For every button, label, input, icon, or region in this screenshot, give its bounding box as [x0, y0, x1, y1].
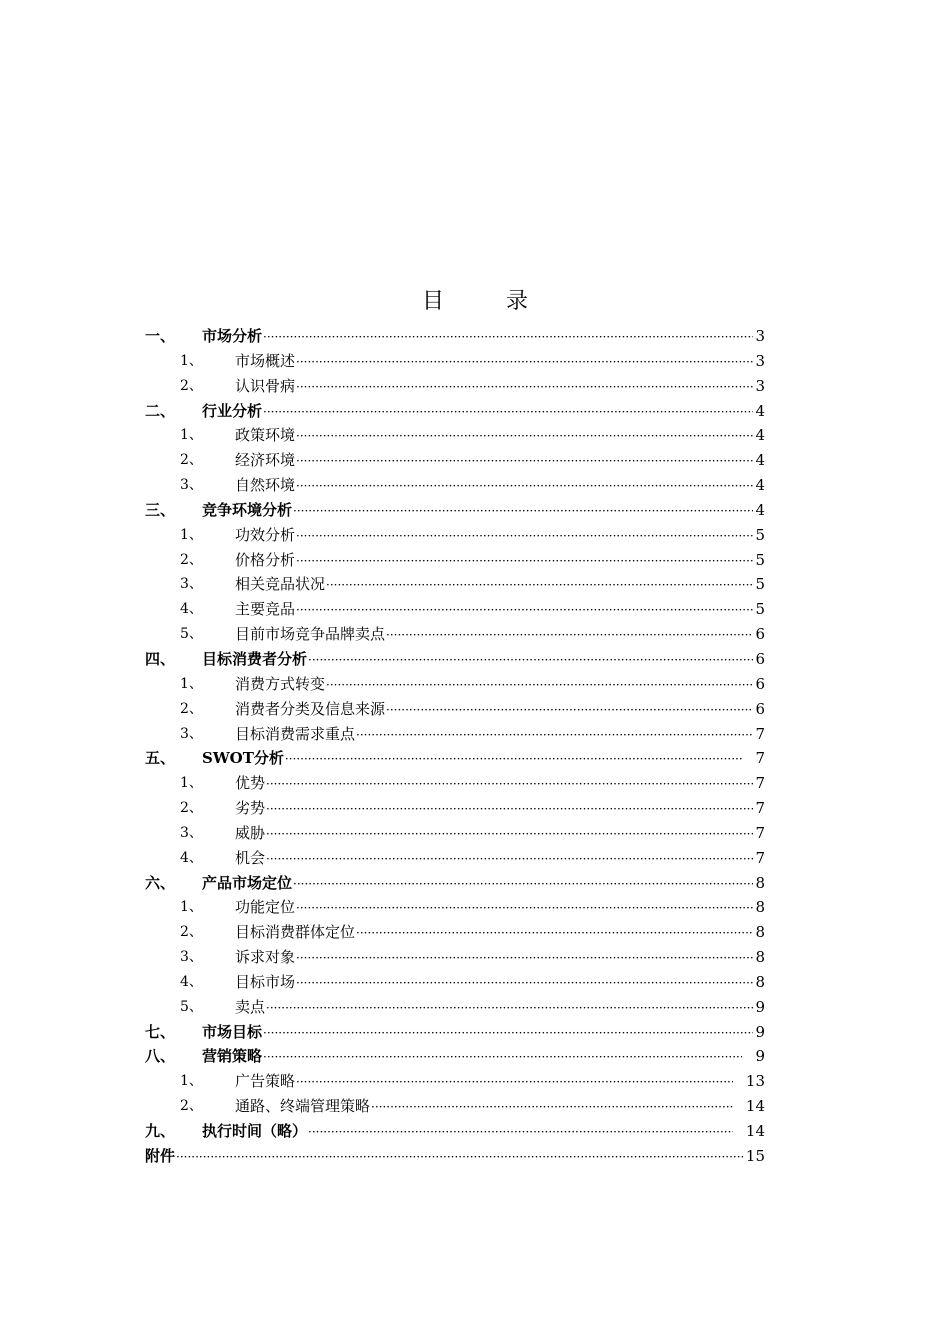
toc-page-number: 13 [745, 1072, 765, 1091]
dot-leader [326, 672, 753, 697]
toc-entry-number: 2、 [180, 1098, 203, 1115]
toc-entry-label: 相关竞品状况 [235, 575, 326, 594]
toc-page-number: 7 [755, 823, 765, 842]
toc-entry-label: 自然环境 [235, 476, 296, 495]
toc-subsection-entry[interactable] [145, 970, 765, 995]
toc-entry-number: 五、 [145, 749, 176, 768]
toc-entry-label: 行业分析 [202, 401, 263, 420]
toc-entry-label: 竞争环境分析 [202, 500, 293, 519]
toc-entry-number: 1、 [180, 1073, 203, 1090]
toc-page-number: 5 [755, 550, 765, 569]
toc-entry-number: 5、 [180, 626, 203, 643]
toc-section-entry[interactable] [145, 1119, 765, 1144]
toc-entry-label: 功能定位 [235, 898, 296, 917]
toc-section-entry[interactable] [145, 746, 765, 771]
toc-subsection-entry[interactable] [145, 821, 765, 846]
toc-page-number: 9 [755, 997, 765, 1016]
toc-subsection-entry[interactable] [145, 920, 765, 945]
dot-leader [296, 970, 753, 995]
toc-entry-number: 三、 [145, 500, 176, 519]
dot-leader [386, 697, 753, 722]
toc-page-number: 7 [755, 848, 765, 867]
dot-leader [308, 1119, 733, 1144]
toc-entry-number: 3、 [180, 477, 203, 494]
toc-page-number: 4 [755, 500, 765, 519]
toc-entry-label: 目标消费者分析 [202, 649, 308, 668]
toc-entry-label: 主要竞品 [235, 600, 296, 619]
dot-leader [296, 349, 753, 374]
toc-entry-label: SWOT分析 [202, 749, 284, 768]
dot-leader [296, 895, 753, 920]
dot-leader [296, 448, 753, 473]
toc-subsection-entry[interactable] [145, 572, 765, 597]
dot-leader [296, 945, 753, 970]
toc-subsection-entry[interactable] [145, 548, 765, 573]
toc-section-entry[interactable] [145, 498, 765, 523]
dot-leader [263, 324, 753, 349]
toc-page-number: 6 [755, 625, 765, 644]
toc-entry-number: 1、 [180, 427, 203, 444]
toc-entry-number: 2、 [180, 700, 203, 717]
toc-entry-label: 劣势 [235, 799, 266, 818]
dot-leader [296, 597, 753, 622]
toc-entry-label: 营销策略 [202, 1047, 263, 1066]
dot-leader [176, 1144, 744, 1169]
toc-page-number: 7 [755, 799, 765, 818]
dot-leader [296, 1069, 733, 1094]
toc-entry-label: 认识骨病 [235, 376, 296, 395]
dot-leader [356, 920, 753, 945]
toc-entry-label: 诉求对象 [235, 948, 296, 967]
toc-subsection-entry[interactable] [145, 995, 765, 1020]
toc-entry-label: 市场分析 [202, 327, 263, 345]
toc-subsection-entry[interactable] [145, 622, 765, 647]
toc-page-number: 7 [755, 724, 765, 743]
toc-page-number: 6 [755, 649, 765, 668]
toc-page-number: 8 [755, 972, 765, 991]
toc-entry-label: 优势 [235, 774, 266, 793]
toc-entry-number: 5、 [180, 998, 203, 1015]
toc-entry-label: 目标消费群体定位 [235, 923, 356, 942]
toc-entry-number: 2、 [180, 377, 203, 394]
toc-subsection-entry[interactable] [145, 672, 765, 697]
dot-leader [266, 846, 753, 871]
toc-entry-number: 1、 [180, 526, 203, 543]
toc-page-number: 5 [755, 525, 765, 544]
toc-entry-number: 2、 [180, 924, 203, 941]
toc-entry-number: 3、 [180, 949, 203, 966]
dot-leader [266, 995, 753, 1020]
toc-section-entry[interactable] [145, 399, 765, 424]
toc-entry-label: 政策环境 [235, 426, 296, 445]
toc-entry-number: 八、 [145, 1047, 176, 1066]
toc-page-number: 5 [755, 575, 765, 594]
toc-page-number: 4 [755, 476, 765, 495]
toc-page-number: 3 [755, 327, 765, 345]
dot-leader [296, 374, 753, 399]
toc-subsection-entry[interactable] [145, 349, 765, 374]
toc-subsection-entry[interactable] [145, 597, 765, 622]
toc-page-number: 5 [755, 600, 765, 619]
dot-leader [296, 423, 753, 448]
toc-subsection-entry[interactable] [145, 423, 765, 448]
dot-leader [263, 399, 753, 424]
toc-entry-label: 广告策略 [235, 1072, 296, 1091]
toc-subsection-entry[interactable] [145, 473, 765, 498]
toc-subsection-entry[interactable] [145, 523, 765, 548]
toc-entry-label: 威胁 [235, 823, 266, 842]
toc-page-number: 9 [755, 1047, 765, 1066]
toc-entry-number: 2、 [180, 551, 203, 568]
toc-entry-label: 经济环境 [235, 451, 296, 470]
toc-entry-number: 4、 [180, 973, 203, 990]
toc-subsection-entry[interactable] [145, 1094, 765, 1119]
dot-leader [266, 796, 753, 821]
toc-subsection-entry[interactable] [145, 448, 765, 473]
dot-leader [266, 821, 753, 846]
toc-entry-label: 附件 [145, 1146, 176, 1165]
toc-page-number: 9 [755, 1022, 765, 1041]
toc-entry-number: 4、 [180, 849, 203, 866]
toc-page-number: 7 [755, 749, 765, 768]
toc-subsection-entry[interactable] [145, 796, 765, 821]
toc-entry-number: 二、 [145, 401, 176, 420]
toc-section-entry[interactable] [145, 1020, 765, 1045]
dot-leader [308, 647, 753, 672]
toc-subsection-entry[interactable] [145, 846, 765, 871]
toc-page-number: 4 [755, 451, 765, 470]
toc-entry-number: 七、 [145, 1022, 176, 1041]
toc-entry-number: 1、 [180, 675, 203, 692]
toc-page-number: 4 [755, 401, 765, 420]
toc-page-number: 8 [755, 948, 765, 967]
toc-entry-label: 功效分析 [235, 525, 296, 544]
dot-leader [293, 871, 753, 896]
toc-page-number: 7 [755, 774, 765, 793]
dot-leader [293, 498, 753, 523]
toc-entry-label: 执行时间（略） [202, 1122, 308, 1140]
toc-entry-label: 市场概述 [235, 351, 296, 370]
dot-leader [296, 473, 753, 498]
toc-entry-number: 3、 [180, 576, 203, 593]
toc-entry-number: 一、 [145, 327, 176, 345]
toc-page-number: 8 [755, 873, 765, 892]
toc-section-entry[interactable] [145, 1144, 765, 1169]
toc-entry-number: 1、 [180, 775, 203, 792]
toc-entry-number: 4、 [180, 601, 203, 618]
toc-entry-label: 目标消费需求重点 [235, 724, 356, 743]
dot-leader [296, 548, 753, 573]
toc-subsection-entry[interactable] [145, 945, 765, 970]
toc-entry-number: 3、 [180, 824, 203, 841]
toc-page-number: 8 [755, 923, 765, 942]
dot-leader [266, 771, 753, 796]
dot-leader [371, 1094, 733, 1119]
toc-entry-label: 消费方式转变 [235, 674, 326, 693]
toc-page-number: 15 [745, 1146, 765, 1165]
toc-section-entry[interactable] [145, 324, 765, 349]
toc-entry-number: 2、 [180, 800, 203, 817]
table-of-contents [145, 324, 765, 1169]
toc-entry-label: 目前市场竞争品牌卖点 [235, 625, 386, 644]
toc-section-entry[interactable] [145, 871, 765, 896]
toc-subsection-entry[interactable] [145, 1069, 765, 1094]
toc-entry-label: 机会 [235, 848, 266, 867]
toc-page-number: 3 [755, 376, 765, 395]
toc-entry-label: 产品市场定位 [202, 873, 293, 892]
toc-title: 目 录 [421, 289, 548, 314]
dot-leader [296, 523, 753, 548]
toc-page-number: 14 [745, 1097, 765, 1116]
toc-entry-number: 3、 [180, 725, 203, 742]
toc-entry-number: 2、 [180, 452, 203, 469]
dot-leader [285, 746, 743, 771]
dot-leader [263, 1020, 753, 1045]
toc-section-entry[interactable] [145, 1044, 765, 1069]
toc-page-number: 14 [745, 1122, 765, 1140]
toc-subsection-entry[interactable] [145, 771, 765, 796]
toc-entry-number: 四、 [145, 649, 176, 668]
toc-page-number: 6 [755, 699, 765, 718]
toc-entry-number: 1、 [180, 899, 203, 916]
toc-subsection-entry[interactable] [145, 374, 765, 399]
toc-page-number: 6 [755, 674, 765, 693]
toc-subsection-entry[interactable] [145, 895, 765, 920]
dot-leader [386, 622, 753, 647]
toc-page-number: 3 [755, 351, 765, 370]
toc-page-number: 8 [755, 898, 765, 917]
toc-entry-label: 通路、终端管理策略 [235, 1097, 371, 1116]
toc-page-number: 4 [755, 426, 765, 445]
toc-entry-label: 价格分析 [235, 550, 296, 569]
dot-leader [326, 572, 753, 597]
toc-entry-number: 六、 [145, 873, 176, 892]
toc-entry-number: 九、 [145, 1122, 176, 1140]
toc-entry-label: 市场目标 [202, 1022, 263, 1041]
toc-entry-label: 卖点 [235, 997, 266, 1016]
toc-subsection-entry[interactable] [145, 722, 765, 747]
toc-entry-label: 目标市场 [235, 972, 296, 991]
toc-entry-label: 消费者分类及信息来源 [235, 699, 386, 718]
toc-entry-number: 1、 [180, 352, 203, 369]
dot-leader [263, 1044, 742, 1069]
dot-leader [356, 722, 753, 747]
toc-subsection-entry[interactable] [145, 697, 765, 722]
toc-section-entry[interactable] [145, 647, 765, 672]
